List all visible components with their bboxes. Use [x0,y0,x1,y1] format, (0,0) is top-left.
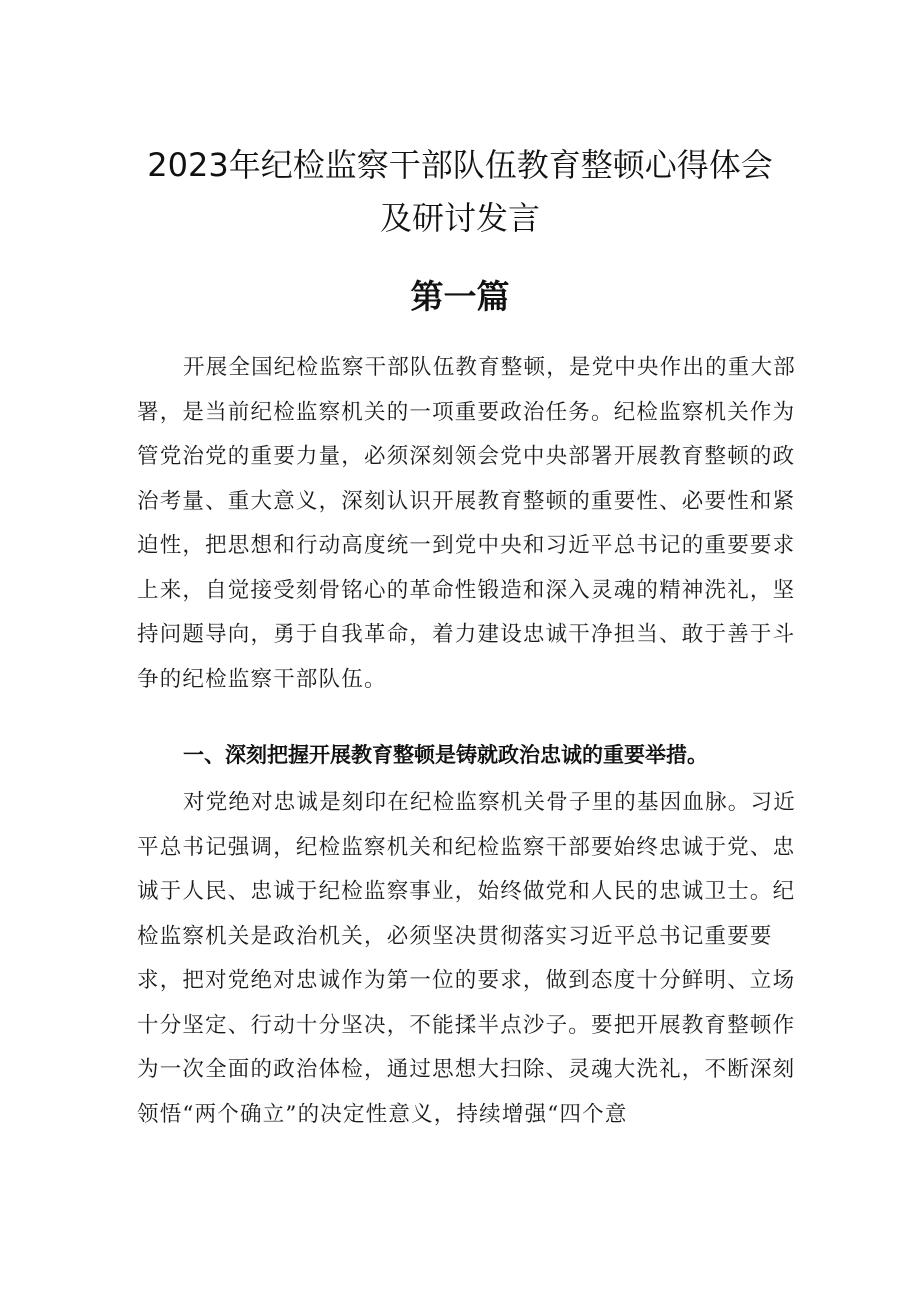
paragraph-2: 对党绝对忠诚是刻印在纪检监察机关骨子里的基因血脉。习近平总书记强调，纪检监察机关和纪检监察干部要始终忠诚于党、忠诚于人民、忠诚于纪检监察事业，始终做党和人民的忠诚卫士。纪检监察机关是政治机关，必须坚决贯彻落实习近平总书记重要要求，把对党绝对忠诚作为第一位的要求，做到态度十分鲜明、立场十分坚定、行动十分坚决，不能揉半点沙子。要把开展教育整顿作为一次全面的政治体检，通过思想大扫除、灵魂大洗礼，不断深刻领悟“两个确立”的决定性意义，持续增强“四个意 [137,790,796,1127]
document-title-line-2: 及研讨发言 [379,199,540,237]
subheading-1: 一、深刻把握开展教育整顿是铸就政治忠诚的重要举措。 [183,743,708,767]
section-title: 第一篇 [410,277,510,316]
paragraph-1: 开展全国纪检监察干部队伍教育整顿，是党中央作出的重大部署，是当前纪检监察机关的一项重要政治任务。纪检监察机关作为管党治党的重要力量，必须深刻领会党中央部署开展教育整顿的政治考量、重大意义，深刻认识开展教育整顿的重要性、必要性和紧迫性，把思想和行动高度统一到党中央和习近平总书记的重要要求上来，自觉接受刻骨铭心的革命性锻造和深入灵魂的精神洗礼，坚持问题导向，勇于自我革命，着力建设忠诚干净担当、敢于善于斗争的纪检监察干部队伍。 [137,355,796,692]
document-title-line-1: 2023年纪检监察干部队伍教育整顿心得体会 [147,146,773,184]
